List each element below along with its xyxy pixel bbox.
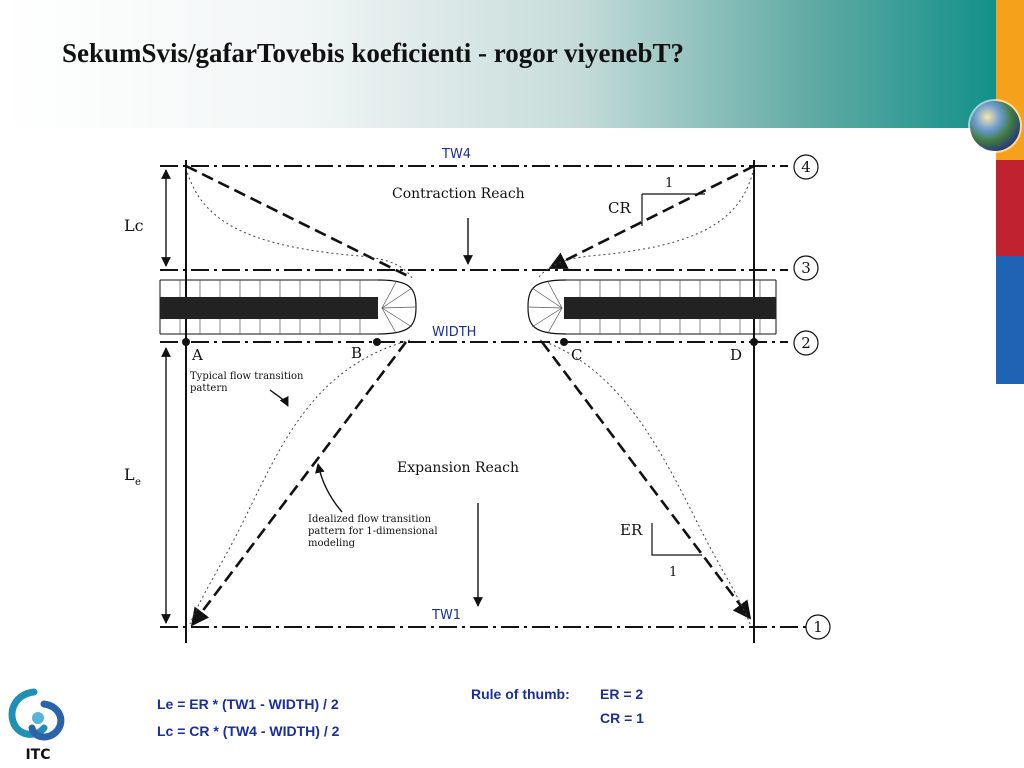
er-label: ER <box>620 521 643 539</box>
lc-formula: Lc = CR * (TW4 - WIDTH) / 2 <box>157 723 340 739</box>
section-number-markers <box>794 155 830 639</box>
point-d-label: D <box>730 346 743 364</box>
le-formula: Le = ER * (TW1 - WIDTH) / 2 <box>157 696 339 712</box>
idealized-flow-label-1: Idealized flow transition <box>308 514 432 525</box>
cr-slope-triangle <box>642 194 705 226</box>
contraction-right-line <box>550 166 754 268</box>
sidebar-blue-bar <box>996 256 1024 384</box>
slide-title: SekumSvis/gafarTovebis koeficienti - rogor viyenebT? <box>62 38 685 68</box>
section-2-number: 2 <box>801 334 811 352</box>
idealized-flow-label-3: modeling <box>308 538 356 549</box>
typical-flow-label-1: Typical flow transition <box>190 371 304 382</box>
cr-label: CR <box>608 199 631 217</box>
sidebar-red-bar <box>996 160 1024 256</box>
contraction-left-line <box>186 166 410 277</box>
idealized-flow-label-2: pattern for 1-dimensional <box>308 526 438 537</box>
tw4-label: TW4 <box>442 147 472 162</box>
section-3-number: 3 <box>801 259 811 277</box>
bridge-flow-diagram <box>120 128 860 658</box>
point-a <box>182 338 190 346</box>
section-4-number: 4 <box>801 158 811 176</box>
typical-pointer-arrow <box>270 390 288 406</box>
point-d <box>750 338 758 346</box>
section-1-number: 1 <box>813 618 823 636</box>
rule-of-thumb-label: Rule of thumb: <box>471 686 570 702</box>
left-abutment-block <box>160 297 378 319</box>
er-slope-triangle <box>652 523 702 555</box>
slope-triangles <box>642 194 705 555</box>
itc-logo-text: ITC <box>25 747 51 763</box>
itc-logo <box>4 684 74 764</box>
le-label-sub: e <box>135 477 141 488</box>
expansion-reach-label: Expansion Reach <box>397 460 520 476</box>
point-b <box>373 338 381 346</box>
contraction-reach-label: Contraction Reach <box>392 186 525 202</box>
typical-flow-label-2: pattern <box>190 383 228 394</box>
left-embankment <box>160 280 416 334</box>
tw1-label: TW1 <box>432 608 462 623</box>
er-rule-value: ER = 2 <box>600 686 644 702</box>
right-abutment-block <box>564 297 776 319</box>
point-a-label: A <box>192 346 203 364</box>
er-ratio-one: 1 <box>669 565 678 580</box>
globe-icon <box>970 101 1020 151</box>
right-embankment <box>528 280 776 334</box>
cr-rule-value: CR = 1 <box>600 710 644 726</box>
idealized-pointer-arrow <box>318 464 342 512</box>
point-b-label: B <box>351 344 363 362</box>
expansion-right-line <box>542 342 750 618</box>
point-c <box>560 338 568 346</box>
width-label: WIDTH <box>432 325 477 340</box>
le-label-main: L <box>124 465 135 484</box>
idealized-transition-lines <box>186 166 754 625</box>
dimension-arrows <box>166 170 478 623</box>
cr-ratio-one: 1 <box>665 176 674 191</box>
point-c-label: C <box>571 346 583 364</box>
lc-label: Lc <box>124 216 144 235</box>
cross-section-lines <box>160 166 808 627</box>
